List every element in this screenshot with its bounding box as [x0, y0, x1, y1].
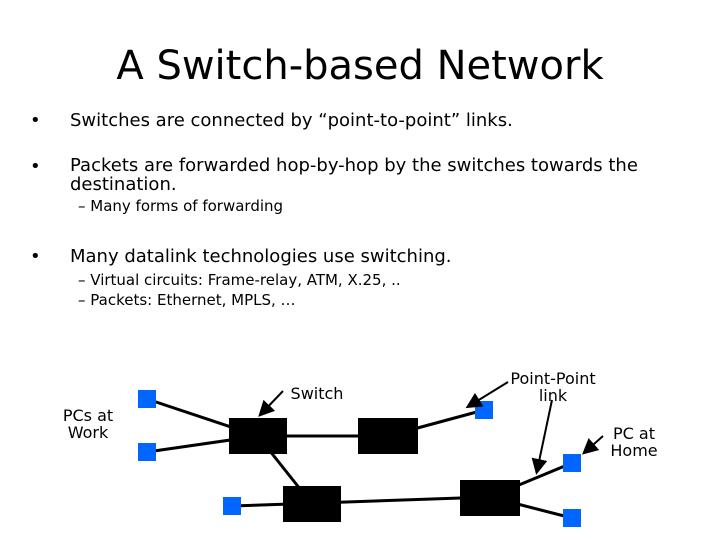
pc-icon [138, 390, 156, 408]
switch [283, 486, 341, 522]
pc-icon [563, 509, 581, 527]
label-switch [272, 385, 362, 402]
bullet-text-2: Packets are forwarded hop-by-hop by the switches towards the destination. [70, 155, 638, 195]
bullet-text-3: Many datalink technologies use switching. [70, 246, 452, 267]
label-point-point-link [498, 370, 608, 404]
label-text: Switch [290, 384, 344, 403]
pc-icon [563, 454, 581, 472]
sub-bullet-packets: – Packets: Ethernet, MPLS, … [78, 291, 296, 309]
pc-icon [223, 497, 241, 515]
switch [358, 418, 418, 454]
label-text: PC at Home [610, 424, 658, 460]
pc-icon [138, 443, 156, 461]
bullet-marker: • [30, 110, 41, 131]
link [232, 497, 490, 506]
bullet-marker: • [30, 246, 41, 267]
bullet-text-1: Switches are connected by “point-to-point” links. [70, 110, 513, 131]
switch [460, 480, 520, 516]
pc-icon [475, 401, 493, 419]
bullet-marker: • [30, 156, 41, 177]
switch [229, 418, 287, 454]
label-pc-at-home [600, 425, 668, 459]
label-text: Point-Point link [510, 369, 596, 405]
sub-bullet-forwarding: – Many forms of forwarding [78, 197, 284, 215]
sub-bullet-virtual-circuits: – Virtual circuits: Frame-relay, ATM, X.25, .. [78, 271, 401, 289]
slide-title: A Switch-based Network [116, 43, 604, 89]
label-text: PCs at Work [62, 406, 114, 442]
pointer-arrow [537, 400, 552, 471]
label-pcs-at-work [52, 407, 124, 441]
